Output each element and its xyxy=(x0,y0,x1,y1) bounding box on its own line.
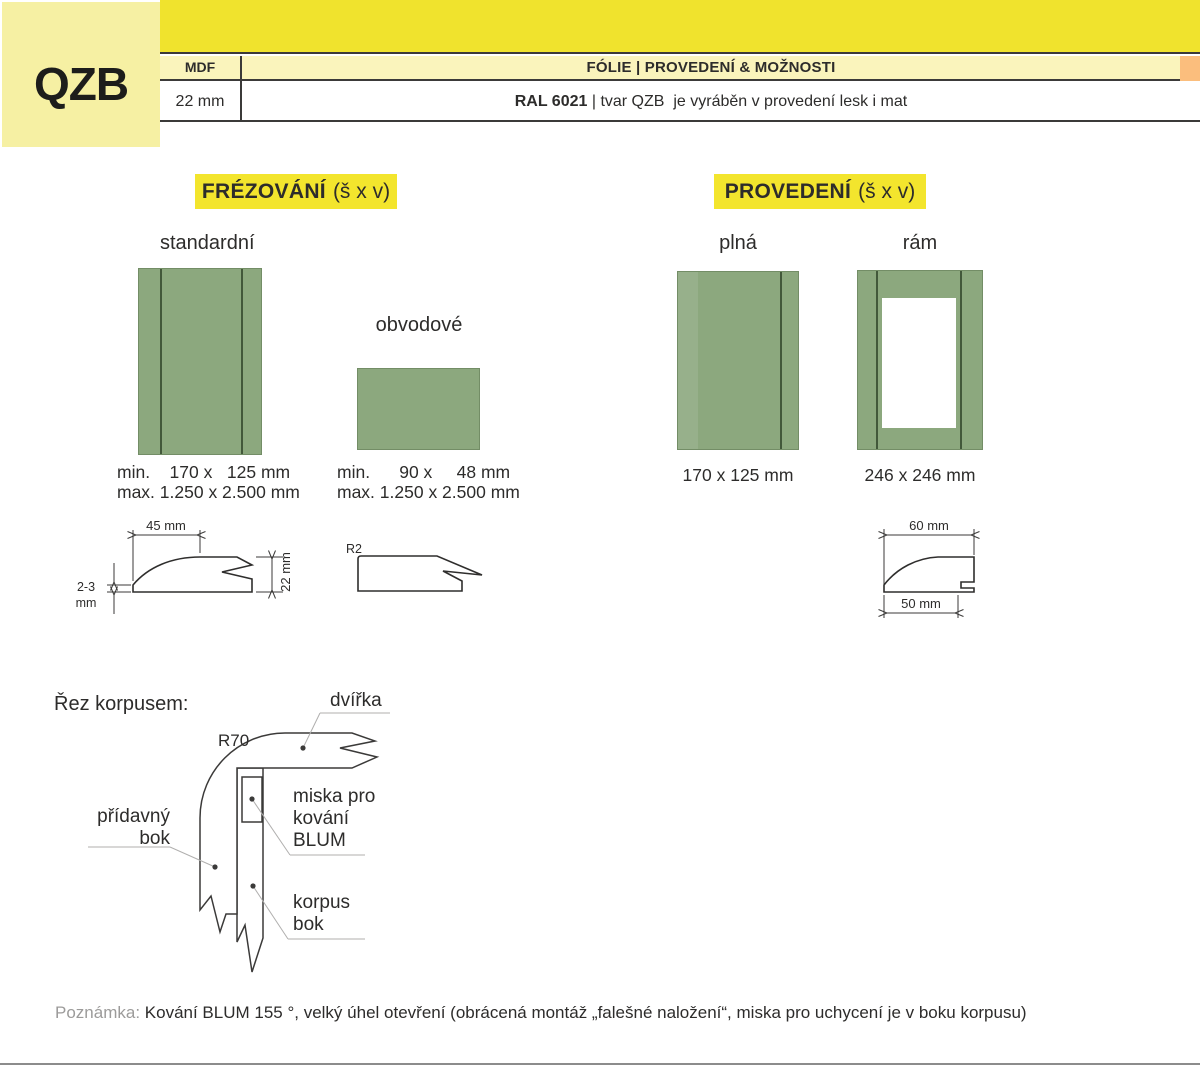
dim-edge-2: mm xyxy=(75,596,97,610)
label-standardni: standardní xyxy=(160,232,255,254)
label-miska-3: BLUM xyxy=(293,830,346,851)
door-and-side-shape xyxy=(200,733,377,932)
profile-door-edge xyxy=(107,530,283,614)
footnote xyxy=(55,1003,1027,1023)
mill-line xyxy=(780,272,782,449)
sizes-standardni: min. 170 x 125 mm max. 1.250 x 2.500 mm xyxy=(117,462,300,502)
frezovani-suffix: (š x v) xyxy=(332,179,391,203)
corpus-section-diagram xyxy=(40,670,500,990)
color-spec-line xyxy=(242,93,1180,111)
provedeni-title: PROVEDENÍ xyxy=(724,179,852,203)
label-pridavny-1: přídavný xyxy=(97,806,170,827)
section-heading-frezovani xyxy=(195,174,397,209)
corpus-title: Řez korpusem: xyxy=(54,693,189,715)
dim-22mm: 22 mm xyxy=(278,552,293,592)
glass-window xyxy=(882,298,956,428)
mill-line xyxy=(160,269,162,454)
label-miska-1: miska pro xyxy=(293,786,376,807)
header-title: FÓLIE | PROVEDENÍ & MOŽNOSTI xyxy=(586,59,836,76)
mill-line xyxy=(241,269,243,454)
label-korpus-2: bok xyxy=(293,914,324,935)
frezovani-title: FRÉZOVÁNÍ xyxy=(201,179,326,203)
dim-r2: R2 xyxy=(346,542,362,556)
dim-45mm: 45 mm xyxy=(146,518,186,533)
door-diagram-ram xyxy=(857,270,983,450)
orange-tab xyxy=(1180,56,1200,81)
spec-text: | tvar QZB je vyráběn v provedení lesk i mat xyxy=(587,93,908,110)
material-label: MDF xyxy=(184,59,216,75)
product-code-box xyxy=(2,2,160,147)
profile-outline xyxy=(884,557,974,592)
profile-drawings xyxy=(0,515,1200,630)
label-dvirka: dvířka xyxy=(330,690,382,711)
size-plna: 170 x 125 mm xyxy=(682,465,794,485)
top-accent-bar xyxy=(160,0,1200,54)
profile-flat-r2 xyxy=(358,556,482,591)
bottom-divider xyxy=(0,1063,1200,1065)
shade-band xyxy=(678,272,698,449)
dim-60mm: 60 mm xyxy=(909,518,949,533)
sizes-obvodove: min. 90 x 48 mm max. 1.250 x 2.500 mm xyxy=(337,462,520,502)
profile-outline xyxy=(358,556,482,591)
door-diagram-obvodove xyxy=(357,368,480,450)
thickness-value: 22 mm xyxy=(175,93,225,110)
mill-line xyxy=(960,271,962,449)
label-r70: R70 xyxy=(218,731,250,750)
section-heading-provedeni xyxy=(714,174,926,209)
label-pridavny-2: bok xyxy=(139,828,170,849)
door-diagram-plna xyxy=(677,271,799,450)
profile-outline xyxy=(133,557,252,592)
product-code: QZB xyxy=(33,57,129,110)
size-ram: 246 x 246 mm xyxy=(864,465,976,485)
label-ram: rám xyxy=(902,232,938,254)
label-plna: plná xyxy=(719,232,757,254)
door-diagram-standardni xyxy=(138,268,262,455)
dim-edge-1: 2-3 xyxy=(76,580,96,594)
label-korpus-1: korpus xyxy=(293,892,351,913)
ral-code: RAL 6021 xyxy=(514,93,588,110)
dim-50mm: 50 mm xyxy=(901,596,941,611)
footnote-text: Kování BLUM 155 °, velký úhel otevření (obrácená montáž „falešné naložení“, miska pro uchycení je v boku korpusu) xyxy=(140,1003,1027,1022)
footnote-label: Poznámka: xyxy=(55,1003,141,1022)
label-obvodove: obvodové xyxy=(375,314,463,336)
provedeni-suffix: (š x v) xyxy=(858,179,916,203)
mill-line xyxy=(876,271,878,449)
label-miska-2: kování xyxy=(293,808,349,829)
